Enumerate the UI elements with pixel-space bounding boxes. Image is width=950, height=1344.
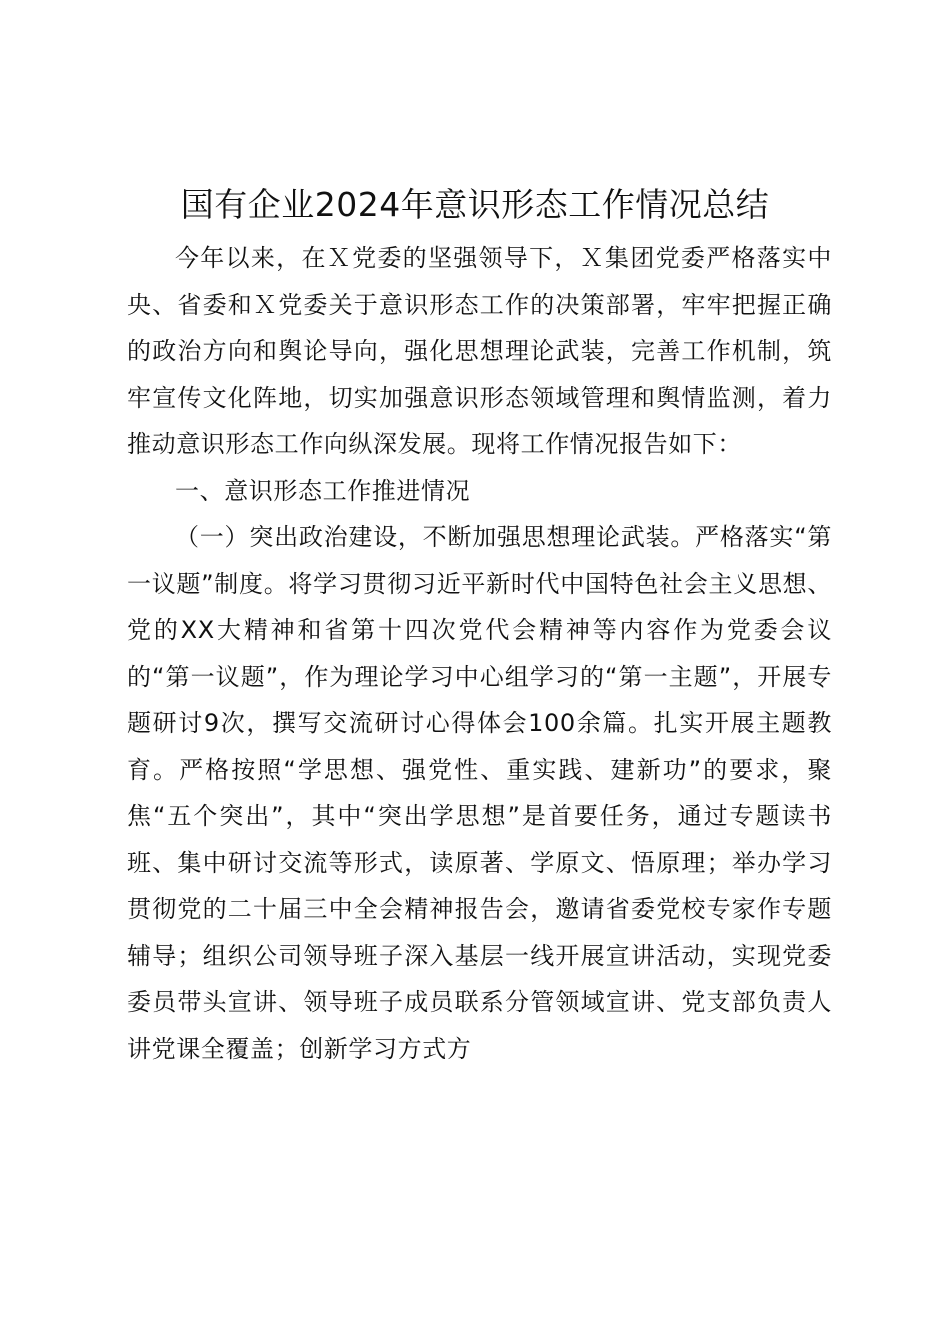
section-heading: 一、意识形态工作推进情况 <box>175 476 471 505</box>
document-body <box>127 235 832 1072</box>
intro-paragraph: 今年以来，在Ｘ党委的坚强领导下，Ｘ集团党委严格落实中央、省委和Ｘ党委关于意识形态工作的决策部署，牢牢把握正确的政治方向和舆论导向，强化思想理论武装，完善工作机制，筑牢宣传文化阵地，切实加强意识形态领域管理和舆情监测，着力推动意识形态工作向纵深发展。现将工作情况报告如下： <box>127 244 832 458</box>
document-title: 国有企业2024年意识形态工作情况总结 <box>180 185 770 224</box>
section-paragraph: （一）突出政治建设，不断加强思想理论武装。严格落实“第一议题”制度。将学习贯彻习近平新时代中国特色社会主义思想、党的XX大精神和省第十四次党代会精神等内容作为党委会议的“第一议题”，作为理论学习中心组学习的“第一主题”，开展专题研讨9次，撰写交流研讨心得体会100余篇。扎实开展主题教育。严格按照“学思想、强党性、重实践、建新功”的要求，聚焦“五个突出”，其中“突出学思想”是首要任务，通过专题读书班、集中研讨交流等形式，读原著、学原文、悟原理；举办学习贯彻党的二十届三中全会精神报告会，邀请省委党校专家作专题辅导；组织公司领导班子深入基层一线开展宣讲活动，实现党委委员带头宣讲、领导班子成员联系分管领域宣讲、党支部负责人讲党课全覆盖；创新学习方式方 <box>127 523 832 1063</box>
